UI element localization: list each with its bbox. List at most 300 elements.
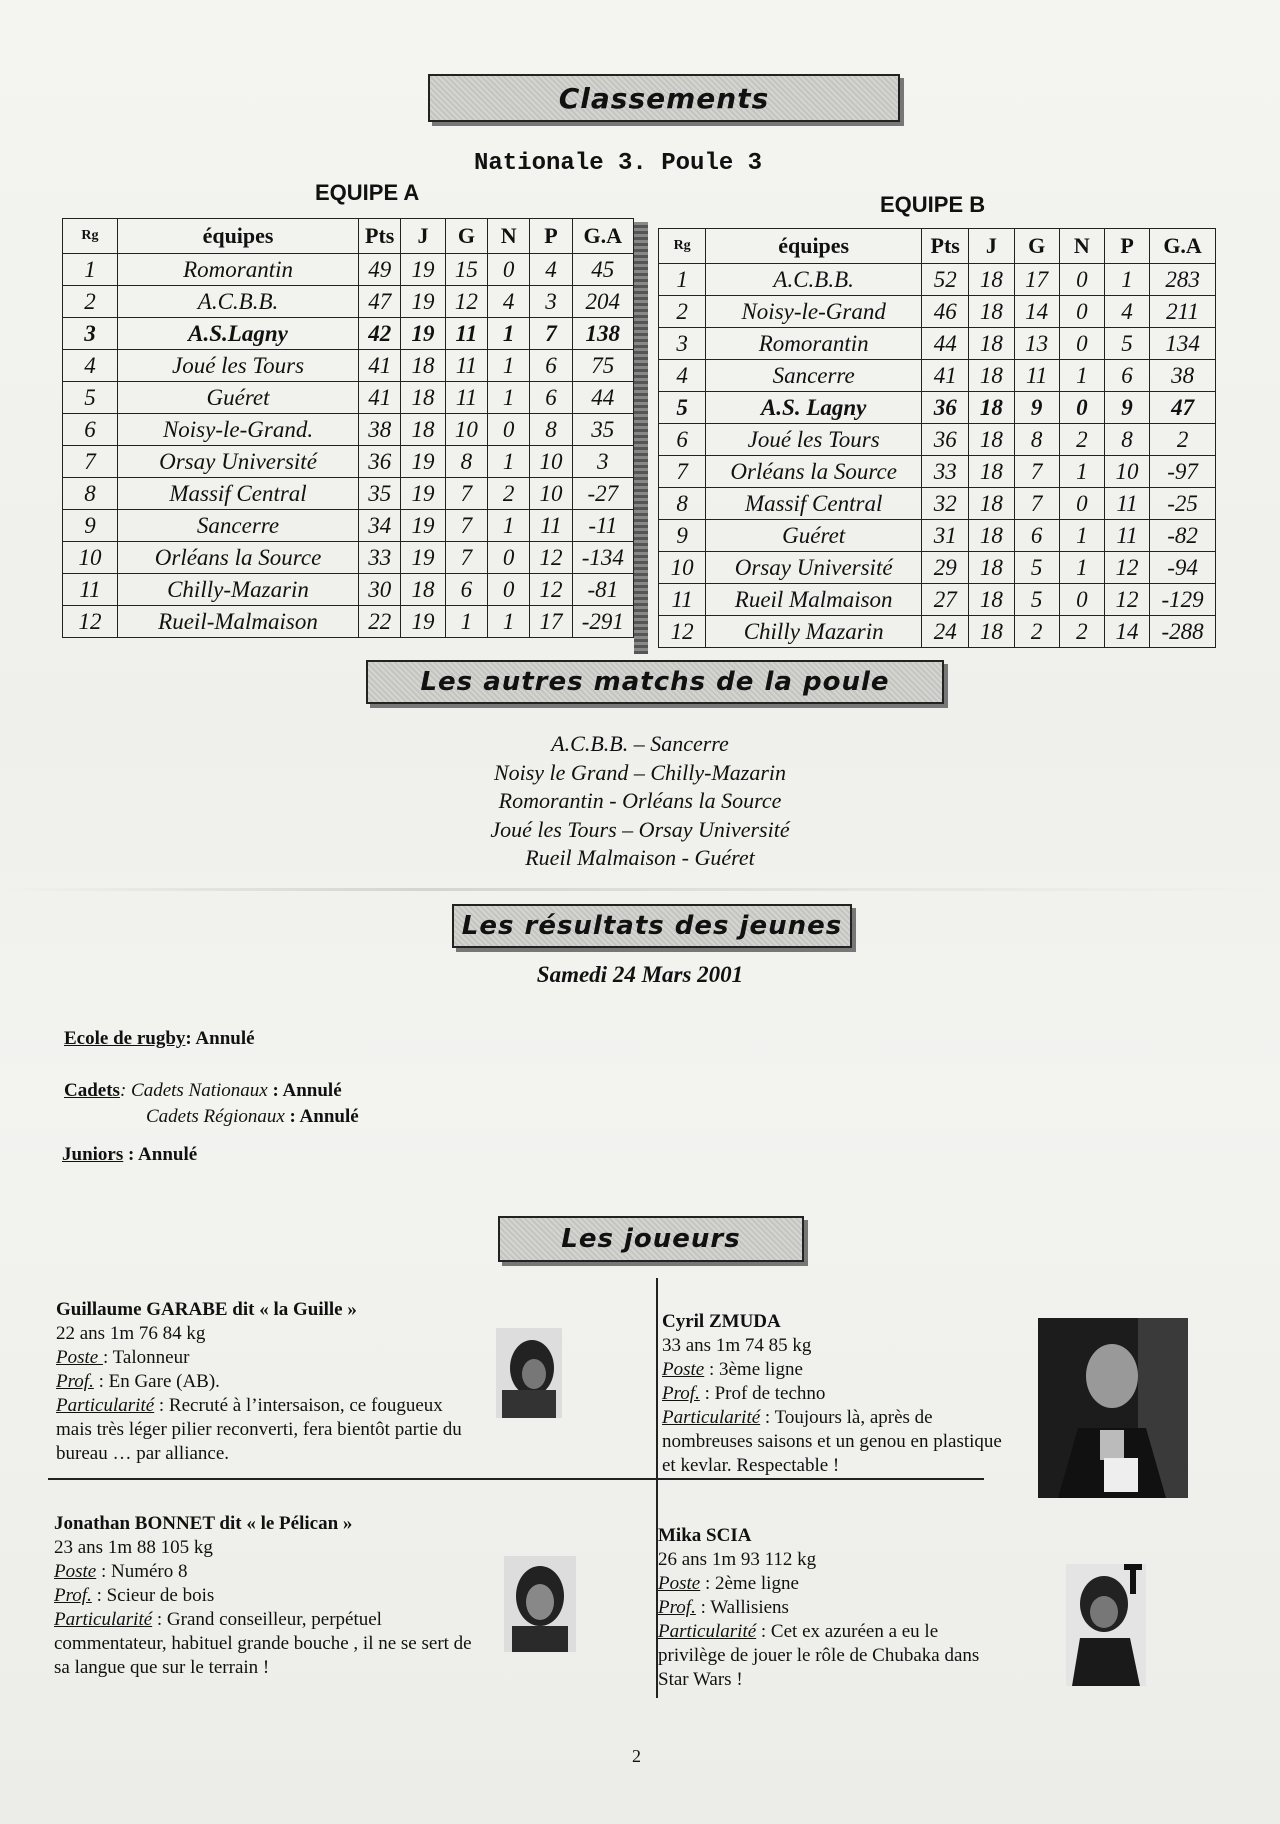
table-row (659, 424, 1216, 456)
table-cell: 13 (1014, 328, 1059, 360)
table-cell: Orléans la Source (706, 456, 922, 488)
table-row (659, 456, 1216, 488)
table-cell: 6 (530, 382, 572, 414)
table-cell: 5 (63, 382, 118, 414)
table-cell: A.S. Lagny (706, 392, 922, 424)
table-cell: Romorantin (706, 328, 922, 360)
table-cell: 204 (572, 286, 633, 318)
table-cell: 18 (969, 264, 1014, 296)
table-cell: 36 (922, 392, 969, 424)
table-cell: 3 (530, 286, 572, 318)
paper-fold (0, 888, 1280, 891)
player-poste-label: Poste (662, 1359, 705, 1380)
youth-cadets-regionaux (146, 1106, 359, 1128)
table-cell: -129 (1150, 584, 1216, 616)
table-cell: 18 (401, 414, 445, 446)
table-cell: 9 (1104, 392, 1149, 424)
autres-matchs-banner (366, 660, 944, 704)
table-cell: Rueil-Malmaison (117, 606, 358, 638)
table-cell: 19 (401, 510, 445, 542)
table-cell: 0 (1059, 488, 1104, 520)
table-cell: 1 (1059, 456, 1104, 488)
youth-ecole-rugby (64, 1028, 255, 1050)
player-poste: : 2ème ligne (700, 1573, 799, 1594)
table-cell: 18 (969, 392, 1014, 424)
table-cell: 1 (659, 264, 706, 296)
player-name: Guillaume GARABE dit « la Guille » (56, 1299, 357, 1320)
table-cell: 3 (572, 446, 633, 478)
match-item: Noisy le Grand – Chilly-Mazarin (493, 759, 787, 785)
table-cell: 18 (969, 488, 1014, 520)
table-row (63, 606, 634, 638)
player-poste: : Talonneur (102, 1347, 190, 1368)
table-cell: 4 (1104, 296, 1149, 328)
table-row (659, 616, 1216, 648)
table-cell: 15 (445, 254, 487, 286)
league-subtitle: Nationale 3. Poule 3 (474, 150, 763, 177)
table-cell: Noisy-le-Grand (706, 296, 922, 328)
table-cell: 19 (401, 606, 445, 638)
column-header: G.A (572, 219, 633, 254)
table-cell: Massif Central (117, 478, 358, 510)
player-poste: : Numéro 8 (96, 1561, 188, 1582)
table-row (63, 510, 634, 542)
table-cell: 18 (969, 584, 1014, 616)
table-cell: 12 (63, 606, 118, 638)
table-cell: Chilly-Mazarin (117, 574, 358, 606)
table-cell: Rueil Malmaison (706, 584, 922, 616)
table-cell: 2 (1150, 424, 1216, 456)
table-cell: A.C.B.B. (706, 264, 922, 296)
player-prof-label: Prof. (54, 1585, 92, 1606)
player-prof: : Wallisiens (695, 1597, 789, 1618)
table-cell: 10 (530, 478, 572, 510)
table-cell: 33 (359, 542, 401, 574)
table-cell: 11 (1014, 360, 1059, 392)
table-cell: 1 (1059, 520, 1104, 552)
table-cell: 7 (445, 510, 487, 542)
table-cell: 6 (659, 424, 706, 456)
player-poste-label: Poste (56, 1347, 103, 1368)
youth-ecole-label: Ecole de rugby (64, 1028, 186, 1049)
table-row (63, 318, 634, 350)
table-cell: 138 (572, 318, 633, 350)
table-cell: 36 (922, 424, 969, 456)
column-header: P (1104, 229, 1149, 264)
table-cell: 3 (63, 318, 118, 350)
match-item: Joué les Tours – Orsay Université (490, 816, 790, 842)
table-cell: 19 (401, 254, 445, 286)
table-row (63, 446, 634, 478)
table-row (63, 478, 634, 510)
table-cell: 5 (1014, 584, 1059, 616)
table-cell: 10 (63, 542, 118, 574)
column-header: J (969, 229, 1014, 264)
table-cell: 0 (1059, 328, 1104, 360)
table-cell: A.C.B.B. (117, 286, 358, 318)
match-item: Romorantin - Orléans la Source (498, 788, 782, 813)
table-cell: 19 (401, 446, 445, 478)
table-cell: 44 (922, 328, 969, 360)
table-row (63, 254, 634, 286)
table-cell: 1 (488, 318, 530, 350)
table-cell: 7 (530, 318, 572, 350)
table-cell: 10 (1104, 456, 1149, 488)
table-cell: Massif Central (706, 488, 922, 520)
table-cell: 283 (1150, 264, 1216, 296)
table-row (659, 296, 1216, 328)
player-photo-zmuda (1038, 1318, 1188, 1498)
player-photo-garabe (496, 1328, 562, 1418)
table-cell: 11 (63, 574, 118, 606)
table-cell: 0 (1059, 584, 1104, 616)
table-cell: 10 (445, 414, 487, 446)
column-header: P (530, 219, 572, 254)
other-matches-list (0, 730, 1280, 873)
table-cell: Orsay Université (706, 552, 922, 584)
table-cell: 8 (659, 488, 706, 520)
table-cell: 36 (359, 446, 401, 478)
table-cell: 6 (445, 574, 487, 606)
player-prof-label: Prof. (56, 1371, 94, 1392)
table-cell: 17 (530, 606, 572, 638)
match-item: A.C.B.B. – Sancerre (551, 731, 729, 756)
table-cell: 5 (1014, 552, 1059, 584)
results-date: Samedi 24 Mars 2001 (536, 962, 744, 987)
table-cell: 5 (1104, 328, 1149, 360)
table-row (659, 328, 1216, 360)
table-cell: 14 (1104, 616, 1149, 648)
table-row (659, 488, 1216, 520)
table-cell: 41 (359, 350, 401, 382)
player-photo-scia (1066, 1564, 1146, 1686)
match-item: Rueil Malmaison - Guéret (525, 845, 755, 870)
table-cell: -27 (572, 478, 633, 510)
table-cell: 14 (1014, 296, 1059, 328)
table-cell: 3 (659, 328, 706, 360)
table-cell: 49 (359, 254, 401, 286)
table-cell: 46 (922, 296, 969, 328)
table-row (63, 286, 634, 318)
table-cell: 12 (445, 286, 487, 318)
table-cell: 38 (1150, 360, 1216, 392)
player-photo-image (496, 1328, 562, 1418)
player-stats: 23 ans 1m 88 105 kg (54, 1537, 213, 1558)
table-cell: -81 (572, 574, 633, 606)
joueurs-heading: Les joueurs (561, 1224, 741, 1254)
player-part: : Recruté à l’intersaison, ce fougueux mais très léger pilier reconverti, fera bientôt partie du bureau … par alliance. (56, 1395, 462, 1464)
table-cell: 11 (445, 350, 487, 382)
player-card-scia (658, 1524, 998, 1692)
table-cell: 12 (530, 574, 572, 606)
player-photo-bonnet (504, 1556, 576, 1652)
resultats-jeunes-banner (452, 904, 852, 948)
table-cell: 0 (488, 254, 530, 286)
ranking-table-equipe-b (658, 228, 1216, 648)
table-cell: 134 (1150, 328, 1216, 360)
table-cell: -291 (572, 606, 633, 638)
table-cell: 1 (488, 510, 530, 542)
column-header: G (445, 219, 487, 254)
table-cell: 1 (445, 606, 487, 638)
table-cell: Joué les Tours (117, 350, 358, 382)
table-cell: 30 (359, 574, 401, 606)
table-cell: 9 (63, 510, 118, 542)
player-prof: : En Gare (AB). (93, 1371, 220, 1392)
ranking-table-equipe-a (62, 218, 634, 638)
table-row (659, 392, 1216, 424)
youth-cadets-nat-value: : Annulé (272, 1080, 342, 1101)
table-cell: 8 (1104, 424, 1149, 456)
table-cell: 9 (659, 520, 706, 552)
table-cell: 35 (359, 478, 401, 510)
table-cell: 38 (359, 414, 401, 446)
youth-cadets (64, 1080, 342, 1102)
table-cell: 31 (922, 520, 969, 552)
table-header-row (659, 229, 1216, 264)
table-cell: 11 (530, 510, 572, 542)
table-cell: 1 (488, 606, 530, 638)
player-part: : Grand conseilleur, perpétuel commentateur, habituel grande bouche , il ne se sert de sa langue que sur le terrain ! (54, 1609, 472, 1678)
table-cell: Guéret (117, 382, 358, 414)
table-cell: 5 (659, 392, 706, 424)
table-cell: 11 (445, 318, 487, 350)
players-horizontal-divider (48, 1478, 984, 1480)
table-cell: A.S.Lagny (117, 318, 358, 350)
table-cell: Chilly Mazarin (706, 616, 922, 648)
table-cell: 2 (659, 296, 706, 328)
table-cell: 12 (530, 542, 572, 574)
table-row (659, 584, 1216, 616)
player-poste-label: Poste (54, 1561, 97, 1582)
table-a-shadow (634, 222, 648, 654)
table-cell: 18 (969, 360, 1014, 392)
table-cell: 1 (488, 350, 530, 382)
player-photo-image (1038, 1318, 1188, 1498)
table-cell: 7 (63, 446, 118, 478)
table-cell: -25 (1150, 488, 1216, 520)
table-cell: 4 (659, 360, 706, 392)
table-cell: 7 (1014, 488, 1059, 520)
youth-cadets-nat-label: : Cadets Nationaux (119, 1080, 268, 1101)
autres-matchs-heading: Les autres matchs de la poule (420, 667, 890, 697)
table-cell: 9 (1014, 392, 1059, 424)
table-cell: Orléans la Source (117, 542, 358, 574)
player-part-label: Particularité (658, 1621, 757, 1642)
table-cell: 18 (969, 296, 1014, 328)
table-cell: 11 (659, 584, 706, 616)
table-row (63, 382, 634, 414)
player-poste-label: Poste (658, 1573, 701, 1594)
classements-heading: Classements (558, 81, 770, 115)
table-cell: 75 (572, 350, 633, 382)
table-cell: -11 (572, 510, 633, 542)
youth-cadets-label: Cadets (64, 1080, 120, 1101)
table-cell: 18 (969, 616, 1014, 648)
table-cell: Joué les Tours (706, 424, 922, 456)
table-cell: 7 (445, 542, 487, 574)
player-stats: 22 ans 1m 76 84 kg (56, 1323, 206, 1344)
table-cell: 33 (922, 456, 969, 488)
table-cell: Noisy-le-Grand. (117, 414, 358, 446)
table-cell: 7 (1014, 456, 1059, 488)
table-cell: 18 (969, 520, 1014, 552)
table-cell: 18 (969, 456, 1014, 488)
table-cell: 22 (359, 606, 401, 638)
table-cell: Orsay Université (117, 446, 358, 478)
player-card-bonnet (54, 1512, 474, 1680)
player-card-garabe (56, 1298, 466, 1466)
table-cell: 45 (572, 254, 633, 286)
table-cell: 29 (922, 552, 969, 584)
table-row (659, 264, 1216, 296)
table-cell: 47 (359, 286, 401, 318)
youth-cadets-reg-value: : Annulé (289, 1106, 359, 1127)
table-cell: 0 (488, 574, 530, 606)
table-cell: -82 (1150, 520, 1216, 552)
table-cell: 18 (401, 382, 445, 414)
table-cell: 41 (922, 360, 969, 392)
table-row (63, 542, 634, 574)
table-cell: -97 (1150, 456, 1216, 488)
table-cell: 2 (1059, 424, 1104, 456)
player-name: Cyril ZMUDA (662, 1311, 781, 1332)
table-cell: 17 (1014, 264, 1059, 296)
table-cell: 52 (922, 264, 969, 296)
table-cell: 32 (922, 488, 969, 520)
player-part: : Cet ex azuréen a eu le privilège de jouer le rôle de Chubaka dans Star Wars ! (658, 1621, 980, 1690)
table-cell: 211 (1150, 296, 1216, 328)
column-header: équipes (117, 219, 358, 254)
classements-banner (428, 74, 900, 122)
table-cell: -94 (1150, 552, 1216, 584)
table-cell: 4 (63, 350, 118, 382)
player-stats: 26 ans 1m 93 112 kg (658, 1549, 817, 1570)
table-cell: 19 (401, 478, 445, 510)
table-cell: 0 (1059, 392, 1104, 424)
table-cell: 2 (1014, 616, 1059, 648)
table-cell: 19 (401, 286, 445, 318)
table-cell: 0 (488, 542, 530, 574)
table-cell: 1 (1059, 360, 1104, 392)
table-cell: 4 (488, 286, 530, 318)
table-cell: 2 (488, 478, 530, 510)
table-cell: 6 (1014, 520, 1059, 552)
table-row (63, 414, 634, 446)
table-cell: 42 (359, 318, 401, 350)
table-cell: 7 (445, 478, 487, 510)
column-header: G.A (1150, 229, 1216, 264)
table-cell: 19 (401, 542, 445, 574)
table-cell: 34 (359, 510, 401, 542)
table-cell: 0 (488, 414, 530, 446)
column-header: équipes (706, 229, 922, 264)
table-cell: 1 (488, 382, 530, 414)
column-header: Pts (359, 219, 401, 254)
table-cell: 6 (530, 350, 572, 382)
table-cell: 11 (445, 382, 487, 414)
table-cell: 6 (1104, 360, 1149, 392)
page-number: 2 (632, 1746, 641, 1766)
table-cell: 2 (1059, 616, 1104, 648)
equipe-a-label: EQUIPE A (315, 180, 420, 205)
table-cell: 0 (1059, 264, 1104, 296)
table-cell: 8 (63, 478, 118, 510)
player-photo-image (1066, 1564, 1146, 1686)
table-cell: 12 (1104, 552, 1149, 584)
table-cell: 12 (1104, 584, 1149, 616)
table-cell: 44 (572, 382, 633, 414)
table-cell: 1 (1104, 264, 1149, 296)
table-cell: 2 (63, 286, 118, 318)
column-header: G (1014, 229, 1059, 264)
player-part-label: Particularité (56, 1395, 155, 1416)
player-name: Mika SCIA (658, 1525, 752, 1546)
column-header: N (1059, 229, 1104, 264)
table-cell: 41 (359, 382, 401, 414)
table-cell: 0 (1059, 296, 1104, 328)
player-prof-label: Prof. (658, 1597, 696, 1618)
table-row (659, 520, 1216, 552)
table-cell: 18 (969, 328, 1014, 360)
table-cell: 18 (401, 574, 445, 606)
table-cell: Guéret (706, 520, 922, 552)
table-row (659, 360, 1216, 392)
table-cell: 18 (969, 424, 1014, 456)
column-header: Rg (63, 219, 118, 254)
table-header-row (63, 219, 634, 254)
table-cell: 6 (63, 414, 118, 446)
player-name: Jonathan BONNET dit « le Pélican » (54, 1513, 353, 1534)
table-cell: Romorantin (117, 254, 358, 286)
youth-ecole-value: : Annulé (185, 1028, 255, 1049)
player-poste: : 3ème ligne (704, 1359, 803, 1380)
table-cell: 4 (530, 254, 572, 286)
column-header: N (488, 219, 530, 254)
equipe-b-label: EQUIPE B (880, 192, 986, 217)
table-cell: 8 (445, 446, 487, 478)
player-part: : Toujours là, après de nombreuses saisons et un genou en plastique et kevlar. Respectable ! (662, 1407, 1002, 1476)
table-cell: 19 (401, 318, 445, 350)
table-cell: 24 (922, 616, 969, 648)
table-row (63, 350, 634, 382)
youth-juniors (62, 1144, 197, 1166)
table-cell: 10 (530, 446, 572, 478)
column-header: J (401, 219, 445, 254)
youth-juniors-label: Juniors (62, 1144, 124, 1165)
table-cell: 18 (969, 552, 1014, 584)
column-header: Rg (659, 229, 706, 264)
table-cell: 10 (659, 552, 706, 584)
player-prof: : Prof de techno (699, 1383, 826, 1404)
player-stats: 33 ans 1m 74 85 kg (662, 1335, 812, 1356)
table-row (659, 552, 1216, 584)
table-cell: 35 (572, 414, 633, 446)
table-cell: 8 (530, 414, 572, 446)
table-cell: 12 (659, 616, 706, 648)
resultats-jeunes-heading: Les résultats des jeunes (461, 911, 843, 941)
player-part-label: Particularité (662, 1407, 761, 1428)
column-header: Pts (922, 229, 969, 264)
table-cell: 8 (1014, 424, 1059, 456)
table-cell: 47 (1150, 392, 1216, 424)
table-cell: 1 (63, 254, 118, 286)
player-part-label: Particularité (54, 1609, 153, 1630)
table-cell: 7 (659, 456, 706, 488)
joueurs-banner (498, 1216, 804, 1262)
table-cell: -134 (572, 542, 633, 574)
table-cell: 27 (922, 584, 969, 616)
